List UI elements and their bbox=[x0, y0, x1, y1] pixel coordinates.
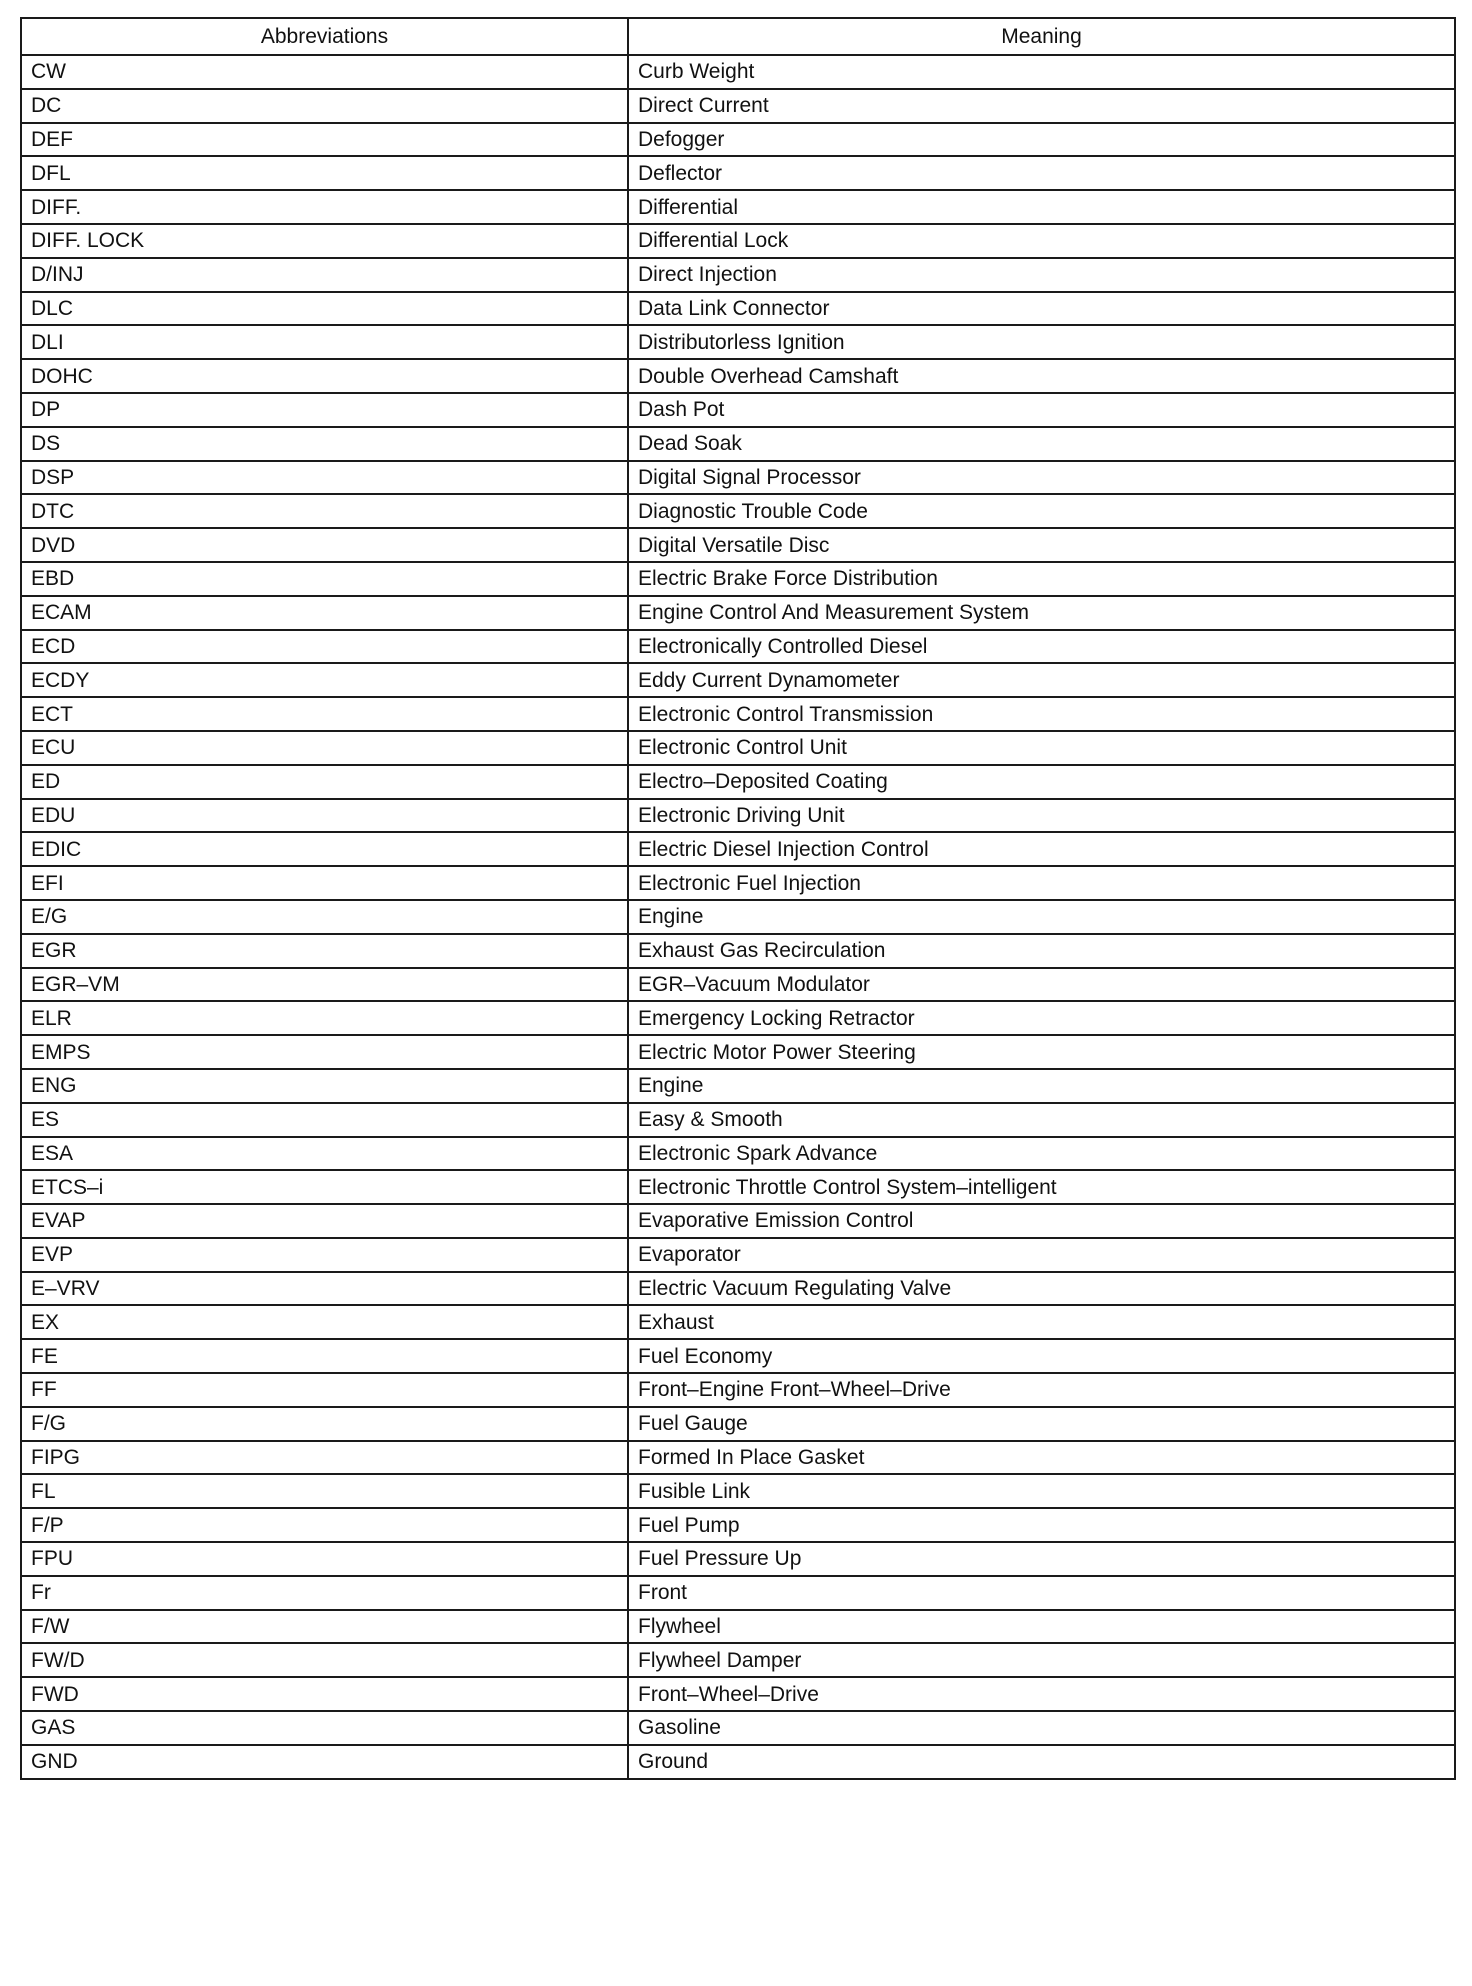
table-row bbox=[21, 1069, 1455, 1103]
meaning-cell: Engine bbox=[628, 1069, 1455, 1103]
table-row bbox=[21, 156, 1455, 190]
meaning-cell: Data Link Connector bbox=[628, 292, 1455, 326]
table-row bbox=[21, 1204, 1455, 1238]
meaning-cell: Diagnostic Trouble Code bbox=[628, 494, 1455, 528]
abbreviation-cell: FL bbox=[21, 1474, 628, 1508]
table-row bbox=[21, 1474, 1455, 1508]
abbreviation-cell: EMPS bbox=[21, 1035, 628, 1069]
abbreviation-cell: DS bbox=[21, 427, 628, 461]
table-row bbox=[21, 461, 1455, 495]
table-row bbox=[21, 731, 1455, 765]
meaning-cell: Defogger bbox=[628, 123, 1455, 157]
meaning-cell: Eddy Current Dynamometer bbox=[628, 663, 1455, 697]
abbreviation-cell: DIFF. LOCK bbox=[21, 224, 628, 258]
table-row bbox=[21, 765, 1455, 799]
meaning-cell: Differential Lock bbox=[628, 224, 1455, 258]
meaning-cell: Differential bbox=[628, 190, 1455, 224]
meaning-cell: Electronic Spark Advance bbox=[628, 1137, 1455, 1171]
meaning-cell: Digital Versatile Disc bbox=[628, 528, 1455, 562]
meaning-cell: Engine Control And Measurement System bbox=[628, 596, 1455, 630]
abbreviation-cell: ENG bbox=[21, 1069, 628, 1103]
abbreviation-cell: FW/D bbox=[21, 1643, 628, 1677]
table-row bbox=[21, 359, 1455, 393]
table-row bbox=[21, 393, 1455, 427]
meaning-cell: Electronic Control Transmission bbox=[628, 697, 1455, 731]
meaning-cell: Distributorless Ignition bbox=[628, 325, 1455, 359]
abbreviation-cell: FPU bbox=[21, 1542, 628, 1576]
abbreviation-cell: DEF bbox=[21, 123, 628, 157]
meaning-cell: Electro–Deposited Coating bbox=[628, 765, 1455, 799]
meaning-cell: Exhaust bbox=[628, 1305, 1455, 1339]
table-row bbox=[21, 528, 1455, 562]
meaning-cell: Emergency Locking Retractor bbox=[628, 1001, 1455, 1035]
table-row bbox=[21, 1305, 1455, 1339]
table-row bbox=[21, 1677, 1455, 1711]
meaning-cell: Gasoline bbox=[628, 1711, 1455, 1745]
meaning-cell: Fuel Gauge bbox=[628, 1407, 1455, 1441]
table-body bbox=[21, 55, 1455, 1779]
meaning-cell: Fusible Link bbox=[628, 1474, 1455, 1508]
abbreviation-cell: FIPG bbox=[21, 1441, 628, 1475]
meaning-cell: Easy & Smooth bbox=[628, 1103, 1455, 1137]
meaning-cell: Engine bbox=[628, 900, 1455, 934]
meaning-cell: Double Overhead Camshaft bbox=[628, 359, 1455, 393]
meaning-cell: Evaporator bbox=[628, 1238, 1455, 1272]
abbreviation-cell: ECT bbox=[21, 697, 628, 731]
abbreviation-cell: GND bbox=[21, 1745, 628, 1779]
table-row bbox=[21, 1542, 1455, 1576]
meaning-cell: Formed In Place Gasket bbox=[628, 1441, 1455, 1475]
abbreviation-cell: EDIC bbox=[21, 832, 628, 866]
abbreviation-cell: E/G bbox=[21, 900, 628, 934]
abbreviation-cell: ECU bbox=[21, 731, 628, 765]
table-row bbox=[21, 968, 1455, 1002]
table-row bbox=[21, 866, 1455, 900]
meaning-cell: Electric Diesel Injection Control bbox=[628, 832, 1455, 866]
abbreviation-cell: DFL bbox=[21, 156, 628, 190]
abbreviation-cell: DOHC bbox=[21, 359, 628, 393]
meaning-cell: Electronic Driving Unit bbox=[628, 799, 1455, 833]
table-row bbox=[21, 1001, 1455, 1035]
abbreviation-cell: ESA bbox=[21, 1137, 628, 1171]
abbreviation-cell: EVAP bbox=[21, 1204, 628, 1238]
table-row bbox=[21, 1441, 1455, 1475]
meaning-cell: Electronic Control Unit bbox=[628, 731, 1455, 765]
table-row bbox=[21, 1035, 1455, 1069]
meaning-cell: Flywheel Damper bbox=[628, 1643, 1455, 1677]
table-row bbox=[21, 89, 1455, 123]
meaning-cell: Front–Engine Front–Wheel–Drive bbox=[628, 1373, 1455, 1407]
table-row bbox=[21, 1643, 1455, 1677]
table-row bbox=[21, 1576, 1455, 1610]
abbreviation-cell: DSP bbox=[21, 461, 628, 495]
meaning-cell: EGR–Vacuum Modulator bbox=[628, 968, 1455, 1002]
meaning-cell: Electric Vacuum Regulating Valve bbox=[628, 1272, 1455, 1306]
table-row bbox=[21, 1508, 1455, 1542]
meaning-cell: Electronically Controlled Diesel bbox=[628, 630, 1455, 664]
table-row bbox=[21, 934, 1455, 968]
abbreviation-cell: DP bbox=[21, 393, 628, 427]
abbreviation-cell: ED bbox=[21, 765, 628, 799]
abbreviation-cell: ECDY bbox=[21, 663, 628, 697]
table-row bbox=[21, 1170, 1455, 1204]
table-row bbox=[21, 596, 1455, 630]
table-row bbox=[21, 1238, 1455, 1272]
abbreviation-cell: EDU bbox=[21, 799, 628, 833]
abbreviation-cell: DC bbox=[21, 89, 628, 123]
abbreviation-cell: FWD bbox=[21, 1677, 628, 1711]
table-row bbox=[21, 224, 1455, 258]
table-row bbox=[21, 427, 1455, 461]
meaning-cell: Flywheel bbox=[628, 1610, 1455, 1644]
abbreviation-cell: ETCS–i bbox=[21, 1170, 628, 1204]
meaning-cell: Fuel Economy bbox=[628, 1339, 1455, 1373]
meaning-cell: Deflector bbox=[628, 156, 1455, 190]
meaning-cell: Electronic Fuel Injection bbox=[628, 866, 1455, 900]
abbreviation-cell: DLI bbox=[21, 325, 628, 359]
abbreviation-cell: DTC bbox=[21, 494, 628, 528]
abbreviation-cell: ELR bbox=[21, 1001, 628, 1035]
table-row bbox=[21, 663, 1455, 697]
table-row bbox=[21, 1137, 1455, 1171]
meaning-cell: Dead Soak bbox=[628, 427, 1455, 461]
table-row bbox=[21, 1373, 1455, 1407]
meaning-cell: Ground bbox=[628, 1745, 1455, 1779]
table-row bbox=[21, 1339, 1455, 1373]
header-abbreviations: Abbreviations bbox=[21, 18, 628, 55]
abbreviation-cell: CW bbox=[21, 55, 628, 89]
meaning-cell: Fuel Pump bbox=[628, 1508, 1455, 1542]
abbreviation-cell: E–VRV bbox=[21, 1272, 628, 1306]
meaning-cell: Front–Wheel–Drive bbox=[628, 1677, 1455, 1711]
abbreviation-cell: F/G bbox=[21, 1407, 628, 1441]
table-row bbox=[21, 1745, 1455, 1779]
meaning-cell: Digital Signal Processor bbox=[628, 461, 1455, 495]
table-row bbox=[21, 123, 1455, 157]
table-row bbox=[21, 258, 1455, 292]
table-row bbox=[21, 1711, 1455, 1745]
meaning-cell: Direct Current bbox=[628, 89, 1455, 123]
table-header-row bbox=[21, 18, 1455, 55]
table-row bbox=[21, 494, 1455, 528]
meaning-cell: Fuel Pressure Up bbox=[628, 1542, 1455, 1576]
table-row bbox=[21, 1272, 1455, 1306]
abbreviation-cell: EBD bbox=[21, 562, 628, 596]
meaning-cell: Front bbox=[628, 1576, 1455, 1610]
table-row bbox=[21, 562, 1455, 596]
table-row bbox=[21, 1610, 1455, 1644]
abbreviation-cell: EGR bbox=[21, 934, 628, 968]
meaning-cell: Electric Motor Power Steering bbox=[628, 1035, 1455, 1069]
abbreviation-cell: ECAM bbox=[21, 596, 628, 630]
table-row bbox=[21, 55, 1455, 89]
meaning-cell: Exhaust Gas Recirculation bbox=[628, 934, 1455, 968]
abbreviation-cell: EX bbox=[21, 1305, 628, 1339]
abbreviation-cell: EVP bbox=[21, 1238, 628, 1272]
abbreviation-cell: DLC bbox=[21, 292, 628, 326]
table-row bbox=[21, 190, 1455, 224]
meaning-cell: Dash Pot bbox=[628, 393, 1455, 427]
table-row bbox=[21, 292, 1455, 326]
meaning-cell: Electric Brake Force Distribution bbox=[628, 562, 1455, 596]
meaning-cell: Curb Weight bbox=[628, 55, 1455, 89]
table-row bbox=[21, 630, 1455, 664]
abbreviation-cell: EGR–VM bbox=[21, 968, 628, 1002]
table-row bbox=[21, 799, 1455, 833]
abbreviation-cell: ES bbox=[21, 1103, 628, 1137]
meaning-cell: Evaporative Emission Control bbox=[628, 1204, 1455, 1238]
abbreviation-cell: FF bbox=[21, 1373, 628, 1407]
abbreviations-table bbox=[20, 17, 1456, 1780]
table-row bbox=[21, 697, 1455, 731]
meaning-cell: Direct Injection bbox=[628, 258, 1455, 292]
table-row bbox=[21, 325, 1455, 359]
abbreviation-cell: EFI bbox=[21, 866, 628, 900]
meaning-cell: Electronic Throttle Control System–intelligent bbox=[628, 1170, 1455, 1204]
header-meaning: Meaning bbox=[628, 18, 1455, 55]
abbreviation-cell: DIFF. bbox=[21, 190, 628, 224]
table-row bbox=[21, 1103, 1455, 1137]
abbreviation-cell: F/P bbox=[21, 1508, 628, 1542]
abbreviation-cell: Fr bbox=[21, 1576, 628, 1610]
abbreviation-cell: F/W bbox=[21, 1610, 628, 1644]
abbreviation-cell: D/INJ bbox=[21, 258, 628, 292]
abbreviation-cell: ECD bbox=[21, 630, 628, 664]
abbreviation-cell: DVD bbox=[21, 528, 628, 562]
abbreviation-cell: GAS bbox=[21, 1711, 628, 1745]
table-row bbox=[21, 900, 1455, 934]
table-row bbox=[21, 1407, 1455, 1441]
table-row bbox=[21, 832, 1455, 866]
abbreviation-cell: FE bbox=[21, 1339, 628, 1373]
